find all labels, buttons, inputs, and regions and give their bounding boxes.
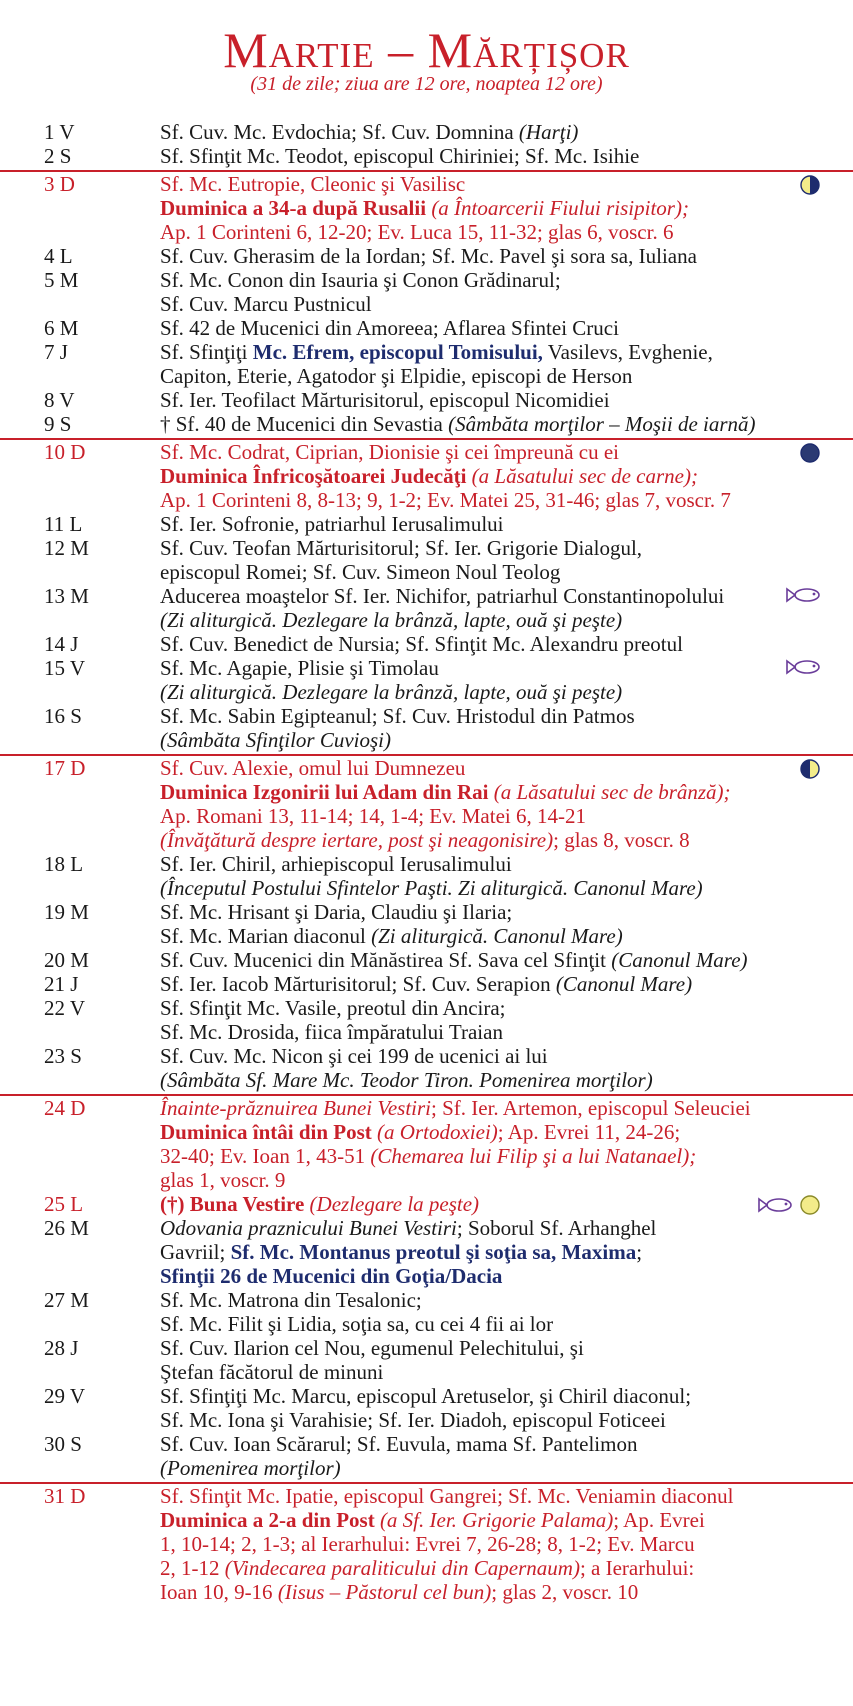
entry-segment: Duminica Izgonirii lui Adam din Rai [160, 780, 494, 804]
day-label: 2 S [44, 144, 72, 168]
entry-line [160, 1556, 820, 1580]
entry-segment: Duminica a 34-a după Rusalii [160, 196, 432, 220]
entry-segment: 32-40; Ev. Ioan 1, 43-51 [160, 1144, 371, 1168]
day-entries [160, 1432, 820, 1480]
day-label: 29 V [44, 1384, 86, 1408]
day-entries [160, 900, 820, 948]
entry-line [160, 828, 820, 852]
entry-segment: Sf. Cuv. Teofan Mărturisitorul; Sf. Ier. Grigorie Dialogul, [160, 536, 643, 560]
day-label: 16 S [44, 704, 82, 728]
day-label: 1 V [44, 120, 75, 144]
day-label: 17 D [44, 756, 86, 780]
calendar-day-row [0, 1288, 853, 1336]
day-entries [160, 340, 820, 388]
day-label: 9 S [44, 412, 72, 436]
calendar-day-row [0, 144, 853, 168]
day-entries [160, 536, 820, 584]
moon-first-quarter-icon [799, 758, 821, 780]
calendar-day-row [0, 412, 853, 436]
entry-segment: Sf. Sfinţit Mc. Vasile, preotul din Ancira; [160, 996, 506, 1020]
entry-line [160, 1144, 820, 1168]
entry-line [160, 1120, 820, 1144]
day-label: 3 D [44, 172, 75, 196]
entry-segment: ; Ap. Evrei 11, 24-26; [497, 1120, 681, 1144]
day-entries [160, 852, 820, 900]
entry-line [160, 728, 820, 752]
entry-line [160, 704, 820, 728]
calendar-day-row [0, 536, 853, 584]
entry-segment: (Dezlegare la peşte) [309, 1192, 480, 1216]
entry-segment: (Învăţătură despre iertare, post şi neagonisire) [160, 828, 554, 852]
entry-segment: (Canonul Mare) [611, 948, 748, 972]
calendar-day-row [0, 120, 853, 144]
entry-segment: Sf. Cuv. Ilarion cel Nou, egumenul Pelechitului, şi [160, 1336, 584, 1360]
entry-line [160, 852, 820, 876]
entry-line [160, 972, 820, 996]
calendar-day-row [0, 996, 853, 1044]
entry-segment: Sf. Sfinţit Mc. Teodot, episcopul Chiriniei; Sf. Mc. Isihie [160, 144, 640, 168]
day-icons [785, 586, 821, 604]
calendar-day-row [0, 244, 853, 268]
entry-segment: Sf. Ier. Sofronie, patriarhul Ierusalimului [160, 512, 504, 536]
day-label: 26 M [44, 1216, 89, 1240]
entry-line [160, 340, 820, 364]
day-entries [160, 1484, 820, 1604]
fish-icon [785, 586, 821, 604]
entry-segment: Înainte-prăznuirea Bunei Vestiri [160, 1096, 432, 1120]
entry-segment: Sf. Mc. Montanus preotul şi soţia sa, Maxima [230, 1240, 637, 1264]
entry-segment: Sf. Cuv. Mc. Nicon şi cei 199 de ucenici ai lui [160, 1044, 548, 1068]
entry-segment: Sf. Mc. Matrona din Tesalonic; [160, 1288, 422, 1312]
entry-line [160, 608, 820, 632]
day-label: 24 D [44, 1096, 86, 1120]
day-entries [160, 584, 820, 632]
entry-segment: Sf. Cuv. Mc. Evdochia; Sf. Cuv. Domnina [160, 120, 519, 144]
page-title: Martie – Mărțișor [223, 22, 630, 78]
day-entries [160, 1288, 820, 1336]
entry-line [160, 680, 820, 704]
entry-line [160, 876, 820, 900]
day-label: 8 V [44, 388, 75, 412]
entry-segment: (Pomenirea morţilor) [160, 1456, 341, 1480]
calendar-list [0, 120, 853, 1604]
entry-segment: ; Ap. Evrei [613, 1508, 705, 1532]
calendar-day-row [0, 1432, 853, 1480]
entry-line [160, 1044, 820, 1068]
day-entries [160, 1096, 820, 1192]
entry-segment: Sf. Mc. Sabin Egipteanul; Sf. Cuv. Hristodul din Patmos [160, 704, 635, 728]
day-label: 31 D [44, 1484, 86, 1508]
day-entries [160, 388, 820, 412]
day-icons [799, 758, 821, 780]
entry-line [160, 924, 820, 948]
entry-line [160, 804, 820, 828]
entry-segment: Sf. Sfinţiţi [160, 340, 253, 364]
calendar-day-row [0, 900, 853, 948]
day-entries [160, 632, 820, 656]
day-label: 20 M [44, 948, 89, 972]
entry-segment: glas 1, voscr. 9 [160, 1168, 286, 1192]
calendar-day-row [0, 1044, 853, 1092]
entry-line [160, 560, 820, 584]
fish-icon [785, 658, 821, 676]
day-label: 19 M [44, 900, 89, 924]
entry-segment: (Sâmbăta Sf. Mare Mc. Teodor Tiron. Pomenirea morţilor) [160, 1068, 653, 1092]
calendar-day-row [0, 852, 853, 900]
entry-segment: ; glas 2, voscr. 10 [491, 1580, 639, 1604]
entry-line [160, 1408, 820, 1432]
entry-segment: (Zi aliturgică. Dezlegare la brânză, lapte, ouă şi peşte) [160, 680, 623, 704]
calendar-day-row [0, 656, 853, 704]
entry-segment: (a Lăsatului sec de carne); [471, 464, 698, 488]
entry-segment: episcopul Romei; Sf. Cuv. Simeon Noul Teolog [160, 560, 561, 584]
entry-segment: Sf. Mc. Iona şi Varahisie; Sf. Ier. Diadoh, episcopul Foticeei [160, 1408, 666, 1432]
entry-segment: (Canonul Mare) [555, 972, 693, 996]
entry-line [160, 464, 820, 488]
entry-segment: Sf. Ier. Chiril, arhiepiscopul Ierusalimului [160, 852, 512, 876]
day-label: 21 J [44, 972, 79, 996]
day-label: 27 M [44, 1288, 89, 1312]
entry-line [160, 364, 820, 388]
entry-segment: Ap. 1 Corinteni 6, 12-20; Ev. Luca 15, 11-32; glas 6, voscr. 6 [160, 220, 674, 244]
calendar-day-row [0, 948, 853, 972]
entry-segment: Sf. Cuv. Alexie, omul lui Dumnezeu [160, 756, 466, 780]
calendar-day-row [0, 584, 853, 632]
entry-segment: Vasilevs, Evghenie, [542, 340, 713, 364]
day-icons [757, 1194, 821, 1216]
day-label: 6 M [44, 316, 79, 340]
entry-segment: Capiton, Eterie, Agatodor şi Elpidie, episcopi de Herson [160, 364, 633, 388]
day-label: 7 J [44, 340, 68, 364]
entry-segment: Sf. Cuv. Ioan Scărarul; Sf. Euvula, mama Sf. Pantelimon [160, 1432, 638, 1456]
entry-segment: Sf. Ier. Iacob Mărturisitorul; Sf. Cuv. Serapion [160, 972, 556, 996]
day-label: 13 M [44, 584, 89, 608]
entry-segment: (a Lăsatului sec de brânză); [493, 780, 731, 804]
calendar-day-row [0, 388, 853, 412]
entry-segment: (Iisus – Păstorul cel bun) [277, 1580, 492, 1604]
day-entries [160, 704, 820, 752]
entry-line [160, 1580, 820, 1604]
entry-segment: Duminica întâi din Post [160, 1120, 378, 1144]
entry-segment: (†) Buna Vestire [160, 1192, 310, 1216]
entry-segment: Sf. Mc. Marian diaconul [160, 924, 372, 948]
entry-segment: Sf. 42 de Mucenici din Amoreea; Aflarea Sfintei Cruci [160, 316, 619, 340]
entry-segment: 1, 10-14; 2, 1-3; al Ierarhului: Evrei 7, 26-28; 8, 1-2; Ev. Marcu [160, 1532, 695, 1556]
entry-segment: Odovania praznicului Bunei Vestiri [160, 1216, 457, 1240]
day-label: 28 J [44, 1336, 79, 1360]
entry-segment: Sf. Cuv. Marcu Pustnicul [160, 292, 372, 316]
day-entries [160, 244, 820, 268]
entry-segment: (Vindecarea paraliticului din Capernaum) [224, 1556, 580, 1580]
entry-segment: Sf. Cuv. Mucenici din Mănăstirea Sf. Sava cel Sfinţit [160, 948, 612, 972]
entry-segment: Sfinţii 26 de Mucenici din Goţia/Dacia [160, 1264, 503, 1288]
entry-segment: Ap. 1 Corinteni 8, 8-13; 9, 1-2; Ev. Matei 25, 31-46; glas 7, voscr. 7 [160, 488, 731, 512]
day-label: 4 L [44, 244, 73, 268]
entry-line [160, 120, 820, 144]
entry-line [160, 1484, 820, 1508]
entry-line [160, 900, 820, 924]
calendar-day-row [0, 170, 853, 244]
day-entries [160, 412, 820, 436]
day-entries [160, 512, 820, 536]
entry-line [160, 948, 820, 972]
entry-segment: Ioan 10, 9-16 [160, 1580, 278, 1604]
day-icons [785, 658, 821, 676]
entry-segment: Duminica a 2-a din Post [160, 1508, 380, 1532]
entry-segment: Sf. Mc. Eutropie, Cleonic şi Vasilisc [160, 172, 466, 196]
day-label: 23 S [44, 1044, 82, 1068]
day-entries [160, 440, 820, 512]
day-label: 5 M [44, 268, 79, 292]
entry-line [160, 196, 820, 220]
entry-line [160, 1432, 820, 1456]
entry-line [160, 1096, 820, 1120]
entry-segment: (a Sf. Ier. Grigorie Palama) [379, 1508, 614, 1532]
day-label: 10 D [44, 440, 86, 464]
calendar-day-row [0, 1216, 853, 1288]
entry-segment: Sf. Sfinţit Mc. Ipatie, episcopul Gangrei; Sf. Mc. Veniamin diaconul [160, 1484, 734, 1508]
entry-line [160, 780, 820, 804]
entry-segment: ; Soborul Sf. Arhanghel [456, 1216, 657, 1240]
entry-line [160, 440, 820, 464]
entry-segment: Sf. Cuv. Gherasim de la Iordan; Sf. Mc. Pavel şi sora sa, Iuliana [160, 244, 697, 268]
day-entries [160, 948, 820, 972]
day-icons [799, 442, 821, 464]
page-subtitle: (31 de zile; ziua are 12 ore, noaptea 12 ore) [250, 73, 603, 95]
entry-segment: ; [636, 1240, 643, 1264]
calendar-day-row [0, 1192, 853, 1216]
entry-line [160, 1240, 820, 1264]
entry-segment: Sf. Cuv. Benedict de Nursia; Sf. Sfinţit Mc. Alexandru preotul [160, 632, 683, 656]
day-entries [160, 268, 820, 316]
entry-segment: (Chemarea lui Filip şi a lui Natanael); [370, 1144, 697, 1168]
entry-line [160, 656, 820, 680]
entry-line [160, 172, 820, 196]
entry-segment: (a Întoarcerii Fiului risipitor); [431, 196, 689, 220]
entry-line [160, 1020, 820, 1044]
entry-line [160, 756, 820, 780]
day-entries [160, 656, 820, 704]
entry-line [160, 1192, 820, 1216]
entry-line [160, 1384, 820, 1408]
day-label: 11 L [44, 512, 83, 536]
day-entries [160, 1192, 820, 1216]
day-label: 12 M [44, 536, 89, 560]
day-entries [160, 120, 820, 144]
entry-line [160, 512, 820, 536]
full-moon-icon [799, 1194, 821, 1216]
day-entries [160, 996, 820, 1044]
entry-line [160, 412, 820, 436]
day-entries [160, 972, 820, 996]
calendar-day-row [0, 316, 853, 340]
calendar-day-row [0, 1482, 853, 1604]
calendar-day-row [0, 1094, 853, 1192]
entry-line [160, 388, 820, 412]
entry-line [160, 244, 820, 268]
entry-segment: ; glas 8, voscr. 8 [553, 828, 690, 852]
entry-line [160, 632, 820, 656]
entry-segment: Duminica Înfricoşătoarei Judecăţi [160, 464, 472, 488]
day-entries [160, 172, 820, 244]
entry-line [160, 268, 820, 292]
calendar-day-row [0, 972, 853, 996]
day-entries [160, 1044, 820, 1092]
day-entries [160, 144, 820, 168]
entry-line [160, 536, 820, 560]
entry-line [160, 1264, 820, 1288]
calendar-day-row [0, 1384, 853, 1432]
entry-line [160, 1508, 820, 1532]
entry-line [160, 1532, 820, 1556]
entry-segment: Ştefan făcătorul de minuni [160, 1360, 384, 1384]
entry-line [160, 144, 820, 168]
entry-line [160, 1216, 820, 1240]
entry-segment: ; a Ierarhului: [579, 1556, 695, 1580]
entry-segment: (a Ortodoxiei) [377, 1120, 498, 1144]
entry-segment: Sf. Mc. Filit şi Lidia, soţia sa, cu cei 4 fii ai lor [160, 1312, 554, 1336]
day-icons [799, 174, 821, 196]
entry-segment: 2, 1-12 [160, 1556, 225, 1580]
entry-segment: Sf. Mc. Agapie, Plisie şi Timolau [160, 656, 439, 680]
entry-segment: (Sâmbăta Sfinţilor Cuvioşi) [160, 728, 391, 752]
entry-segment: (Zi aliturgică. Dezlegare la brânză, lapte, ouă şi peşte) [160, 608, 623, 632]
entry-segment: (Zi aliturgică. Canonul Mare) [371, 924, 623, 948]
calendar-day-row [0, 1336, 853, 1384]
entry-segment: Gavriil; [160, 1240, 231, 1264]
entry-segment: ; Sf. Ier. Artemon, episcopul Seleuciei [431, 1096, 751, 1120]
calendar-day-row [0, 438, 853, 512]
entry-segment: Sf. Mc. Conon din Isauria şi Conon Grădinarul; [160, 268, 561, 292]
entry-line [160, 316, 820, 340]
entry-line [160, 220, 820, 244]
day-entries [160, 756, 820, 852]
entry-line [160, 584, 820, 608]
entry-segment: (Sâmbăta morţilor – Moşii de iarnă) [448, 412, 756, 436]
calendar-day-row [0, 754, 853, 852]
entry-line [160, 1068, 820, 1092]
moon-last-quarter-icon [799, 174, 821, 196]
entry-line [160, 1312, 820, 1336]
day-entries [160, 316, 820, 340]
calendar-day-row [0, 632, 853, 656]
calendar-day-row [0, 512, 853, 536]
entry-segment: Aducerea moaştelor Sf. Ier. Nichifor, patriarhul Constantinopolului [160, 584, 725, 608]
entry-line [160, 1168, 820, 1192]
entry-line [160, 996, 820, 1020]
entry-segment: Ap. Romani 13, 11-14; 14, 1-4; Ev. Matei 6, 14-21 [160, 804, 586, 828]
entry-segment: Sf. Mc. Drosida, fiica împăratului Traian [160, 1020, 503, 1044]
day-label: 15 V [44, 656, 86, 680]
day-label: 30 S [44, 1432, 82, 1456]
entry-line [160, 292, 820, 316]
day-label: 14 J [44, 632, 79, 656]
entry-segment: Mc. Efrem, episcopul Tomisului, [252, 340, 543, 364]
day-label: 22 V [44, 996, 86, 1020]
day-entries [160, 1216, 820, 1288]
entry-line [160, 1288, 820, 1312]
day-entries [160, 1336, 820, 1384]
calendar-day-row [0, 704, 853, 752]
entry-segment: Sf. Mc. Codrat, Ciprian, Dionisie şi cei împreună cu ei [160, 440, 619, 464]
day-entries [160, 1384, 820, 1432]
entry-line [160, 488, 820, 512]
calendar-day-row [0, 340, 853, 388]
entry-segment: Sf. Mc. Hrisant şi Daria, Claudiu şi Ilaria; [160, 900, 513, 924]
entry-segment: (Harţi) [518, 120, 579, 144]
day-label: 18 L [44, 852, 84, 876]
entry-segment: Sf. Sfinţiţi Mc. Marcu, episcopul Aretuselor, şi Chiril diaconul; [160, 1384, 692, 1408]
new-moon-icon [799, 442, 821, 464]
entry-line [160, 1360, 820, 1384]
entry-line [160, 1336, 820, 1360]
entry-segment: (Începutul Postului Sfintelor Paşti. Zi aliturgică. Canonul Mare) [160, 876, 703, 900]
entry-segment: † Sf. 40 de Mucenici din Sevastia [160, 412, 449, 436]
entry-segment: Sf. Ier. Teofilact Mărturisitorul, episcopul Nicomidiei [160, 388, 610, 412]
fish-icon [757, 1196, 793, 1214]
entry-line [160, 1456, 820, 1480]
calendar-day-row [0, 268, 853, 316]
day-label: 25 L [44, 1192, 84, 1216]
